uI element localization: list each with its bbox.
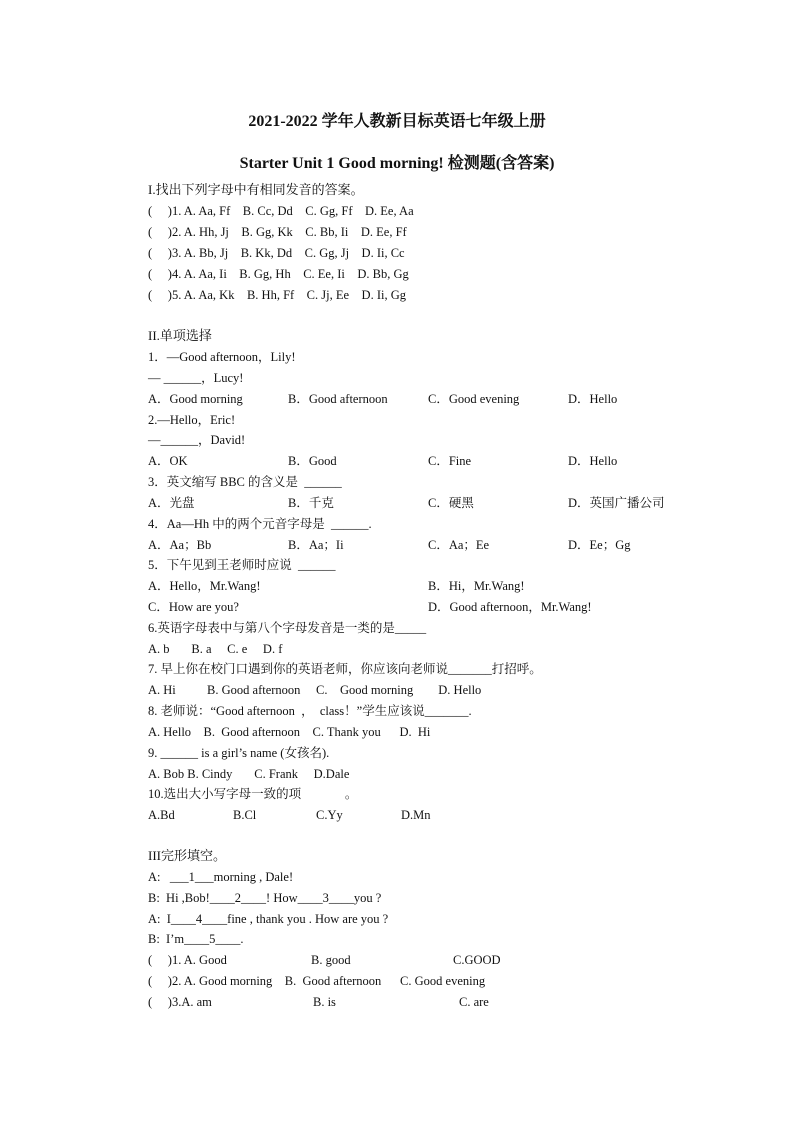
question-6: 6.英语字母表中与第八个字母发音是一类的是_____ [148,621,427,635]
option: C.Yy [316,808,343,822]
question-7: 7. 早上你在校门口遇到你的英语老师，你应该向老师说_______打招呼。 [148,662,542,676]
section-1-item: ( )4. A. Aa, Ii B. Gg, Hh C. Ee, Ii D. Bb, Gg [148,267,409,281]
question-1-response: — ______，Lucy! [148,371,244,385]
section-2-heading: II.单项选择 [148,328,212,343]
option: D．Good afternoon，Mr.Wang! [428,600,592,614]
option: C.GOOD [453,953,501,967]
option: A．光盘 [148,496,195,510]
option: ( )3.A. am [148,995,212,1009]
option: B．Good [288,454,337,468]
option: B．Hi，Mr.Wang! [428,579,525,593]
option: B．Good afternoon [288,392,388,406]
option: D．Ee；Gg [568,538,631,552]
question-8: 8. 老师说：“Good afternoon ， class！”学生应该说_______. [148,704,472,718]
option: C．Good evening [428,392,520,406]
option: C．Fine [428,454,472,468]
option: D．英国广播公司 [568,496,665,510]
option: C．How are you? [148,600,239,614]
section-1-item: ( )2. A. Hh, Jj B. Gg, Kk C. Bb, Ii D. Ee, Ff [148,225,407,239]
question-2-response: —______，David! [148,433,246,447]
question-7-options: A. Hi B. Good afternoon C. Good morning D. Hello [148,683,482,697]
question-2: 2.—Hello，Eric! [148,413,236,427]
option: ( )1. A. Good [148,953,227,967]
document-subtitle: Starter Unit 1 Good morning! 检测题(含答案) [239,155,555,172]
section-1-item: ( )5. A. Aa, Kk B. Hh, Ff C. Jj, Ee D. Ii, Gg [148,288,406,302]
option: A．Aa；Bb [148,538,212,552]
question-5: 5．下午见到王老师时应说 ______ [148,558,336,572]
dialogue-line: B: I’m____5____. [148,932,244,946]
question-10: 10.选出大小写字母一致的项 。 [148,787,358,801]
section-1-item: ( )1. A. Aa, Ff B. Cc, Dd C. Gg, Ff D. Ee, Aa [148,204,414,218]
question-3: 3．英文缩写 BBC 的含义是 ______ [148,475,342,489]
option: B. is [313,995,336,1009]
question-4: 4．Aa—Hh 中的两个元音字母是 ______. [148,517,372,531]
section-3-heading: III完形填空。 [148,848,226,863]
document-title: 2021-2022 学年人教新目标英语七年级上册 [248,113,546,130]
question-9: 9. ______ is a girl’s name (女孩名). [148,746,330,760]
dialogue-line: A: ___1___morning , Dale! [148,870,294,884]
dialogue-line: A: I____4____fine , thank you . How are you ? [148,912,389,926]
option: D．Hello [568,454,618,468]
section-1-heading: I.找出下列字母中有相同发音的答案。 [148,182,364,197]
option: B. good [311,953,351,967]
option: D．Hello [568,392,618,406]
question-8-options: A. Hello B. Good afternoon C. Thank you D. Hi [148,725,431,739]
option: A.Bd [148,808,175,822]
cloze-options-2: ( )2. A. Good morning B. Good afternoon C. Good evening [148,974,486,988]
question-6-options: A. b B. a C. e D. f [148,642,283,656]
question-9-options: A. Bob B. Cindy C. Frank D.Dale [148,767,350,781]
option: A．OK [148,454,188,468]
option: A．Good morning [148,392,243,406]
option: A．Hello，Mr.Wang! [148,579,261,593]
option: D.Mn [401,808,431,822]
dialogue-line: B: Hi ,Bob!____2____! How____3____you ? [148,891,382,905]
option: C. are [459,995,489,1009]
option: B.Cl [233,808,257,822]
section-1-item: ( )3. A. Bb, Jj B. Kk, Dd C. Gg, Jj D. Ii, Cc [148,246,405,260]
option: B．Aa；Ii [288,538,344,552]
option: C．硬黑 [428,496,474,510]
option: B．千克 [288,496,334,510]
question-1: 1．—Good afternoon，Lily! [148,350,296,364]
option: C．Aa；Ee [428,538,490,552]
